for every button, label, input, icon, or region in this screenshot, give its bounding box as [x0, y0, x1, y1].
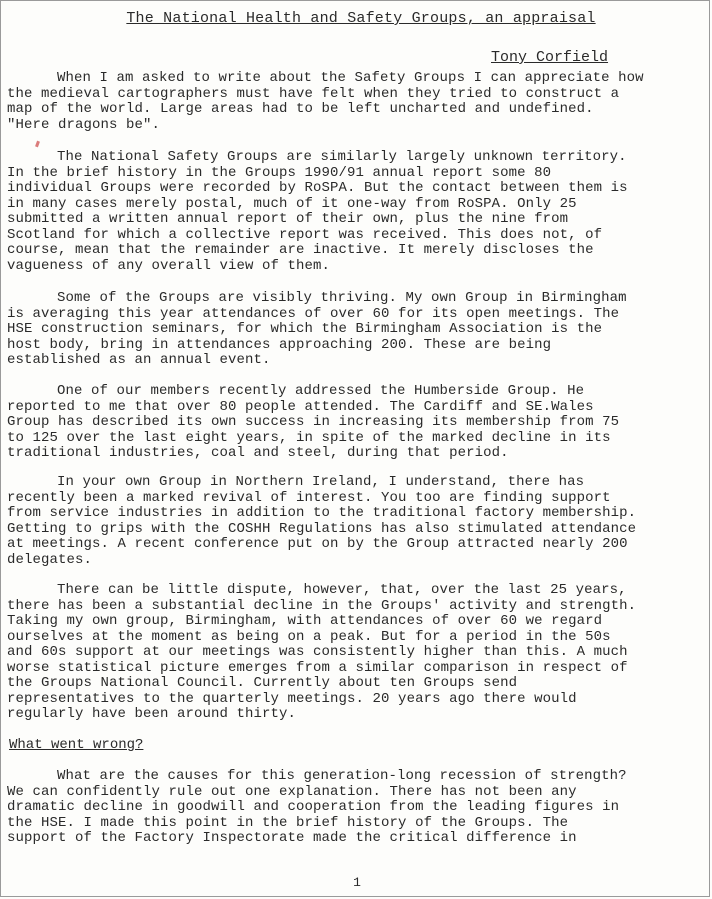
paragraph-4 — [7, 384, 707, 462]
paragraph-line: map of the world. Large areas had to be left uncharted and undefined. — [7, 101, 594, 117]
paragraph-line: to 125 over the last eight years, in spite of the marked decline in its — [7, 429, 611, 446]
paragraph-line: the Groups National Council. Currently about ten Groups send — [7, 675, 518, 691]
paragraph-line: We can confidently rule out one explanation. There has not been any — [7, 783, 577, 800]
paragraph-line: submitted a written annual report of their own, plus the nine from — [7, 211, 569, 227]
paragraph-line: reported to me that over 80 people attended. The Cardiff and SE.Wales — [7, 398, 594, 415]
paragraph-line: at meetings. A recent conference put on by the Group attracted nearly 200 — [7, 536, 628, 552]
paragraph-line: One of our members recently addressed the Humberside Group. He — [57, 383, 585, 399]
paragraph-line: Getting to grips with the COSHH Regulations has also stimulated attendance — [7, 520, 637, 537]
paragraph-2 — [7, 150, 707, 274]
paragraph-3 — [7, 291, 707, 369]
paragraph-line: ourselves at the moment as being on a peak. But for a period in the 50s — [7, 628, 611, 645]
paragraph-line: In your own Group in Northern Ireland, I understand, there has — [57, 474, 585, 490]
paragraph-7 — [7, 769, 707, 847]
section-heading: What went wrong? — [9, 737, 144, 753]
paragraph-line: In the brief history in the Groups 1990/91 annual report some 80 — [7, 164, 552, 181]
paragraph-line: host body, bring in attendances approaching 200. These are being — [7, 336, 552, 353]
paragraph-line: regularly have been around thirty. — [7, 706, 297, 722]
paragraph-line: representatives to the quarterly meetings. 20 years ago there would — [7, 690, 577, 707]
paragraph-line: What are the causes for this generation-long recession of strength? — [57, 768, 627, 784]
paragraph-line: delegates. — [7, 551, 93, 568]
paragraph-line: the HSE. I made this point in the brief history of the Groups. The — [7, 814, 569, 831]
paragraph-line: from service industries in addition to the traditional factory membership. — [7, 505, 637, 521]
paragraph-line: Group has described its own success in increasing its membership from 75 — [7, 414, 620, 430]
paragraph-line: Some of the Groups are visibly thriving. My own Group in Birmingham — [57, 290, 627, 306]
author-name: Tony Corfield — [491, 49, 609, 66]
paragraph-line: is averaging this year attendances of over 60 for its open meetings. The — [7, 305, 620, 322]
paragraph-line: There can be little dispute, however, that, over the last 25 years, — [57, 582, 627, 598]
paragraph-line: Scotland for which a collective report was received. This does not, of — [7, 226, 603, 243]
paragraph-1 — [7, 71, 707, 133]
paragraph-line: dramatic decline in goodwill and cooperation from the leading figures in — [7, 799, 620, 815]
paragraph-line: The National Safety Groups are similarly largely unknown territory. — [57, 149, 627, 165]
paragraph-line: Taking my own group, Birmingham, with attendances of over 60 we regard — [7, 613, 603, 629]
document-title: The National Health and Safety Groups, an appraisal — [126, 10, 596, 27]
paragraph-line: individual Groups were recorded by RoSPA. But the contact between them is — [7, 180, 628, 196]
paragraph-5 — [7, 475, 707, 568]
paragraph-line: the medieval cartographers must have felt when they tried to construct a — [7, 85, 620, 102]
paragraph-line: in many cases merely postal, much of it one-way from RoSPA. Only 25 — [7, 195, 577, 212]
paragraph-line: established as an annual event. — [7, 352, 271, 368]
paragraph-line: support of the Factory Inspectorate made the critical difference in — [7, 830, 577, 846]
paragraph-line: vagueness of any overall view of them. — [7, 257, 331, 274]
paragraph-line: recently been a marked revival of interest. You too are finding support — [7, 489, 611, 506]
paragraph-line: course, mean that the remainder are inactive. It merely discloses the — [7, 242, 594, 258]
paragraph-line: worse statistical picture emerges from a similar comparison in respect of — [7, 659, 628, 676]
ink-mark — [35, 141, 40, 148]
paragraph-line: HSE construction seminars, for which the Birmingham Association is the — [7, 321, 603, 337]
paragraph-line: and 60s support at our meetings was consistently higher than this. A much — [7, 644, 628, 660]
paragraph-line: "Here dragons be". — [7, 116, 161, 133]
page-number: 1 — [353, 875, 361, 890]
paragraph-line: traditional industries, coal and steel, during that period. — [7, 445, 509, 461]
paragraph-line: there has been a substantial decline in the Groups' activity and strength. — [7, 597, 637, 614]
paragraph-line: When I am asked to write about the Safety Groups I can appreciate how — [57, 70, 644, 86]
paragraph-6 — [7, 583, 707, 723]
